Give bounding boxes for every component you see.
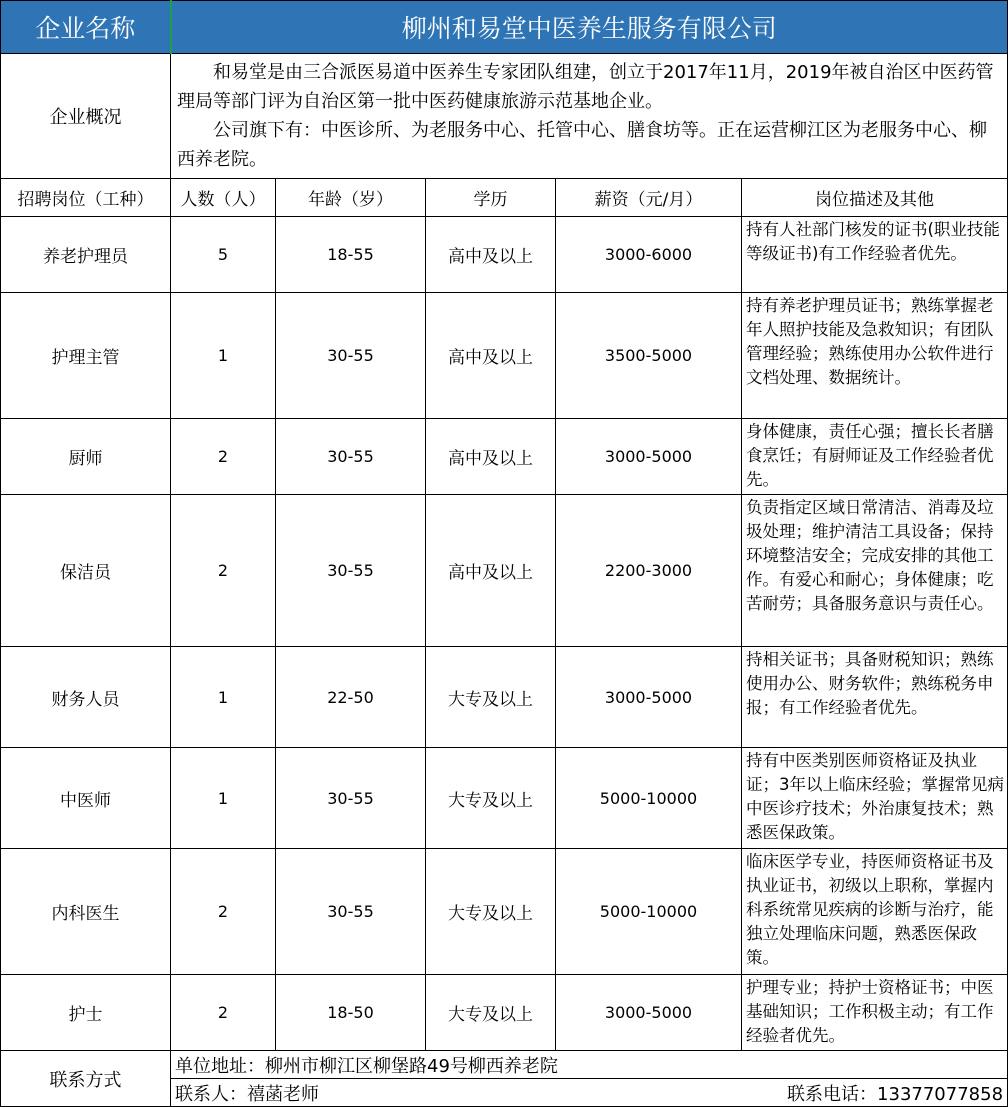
table-row <box>1 647 1008 748</box>
position-cell: 中医师 <box>1 748 171 849</box>
salary-cell: 5000-10000 <box>556 849 742 975</box>
header-row <box>1 1 1008 54</box>
education-cell: 大专及以上 <box>426 975 556 1051</box>
table-row <box>1 849 1008 975</box>
overview-text <box>171 54 1008 179</box>
position-cell: 财务人员 <box>1 647 171 748</box>
table-row <box>1 975 1008 1051</box>
contact-phone: 联系电话：13377077858 <box>787 1083 1004 1105</box>
description-cell: 持有中医类别医师资格证及执业证；3年以上临床经验；掌握常见病中医诊疗技术；外治康复技术；熟悉医保政策。 <box>742 748 1008 849</box>
age-cell: 22-50 <box>276 647 426 748</box>
contact-address: 单位地址：柳州市柳江区柳堡路49号柳西养老院 <box>171 1051 1008 1079</box>
description-cell: 护理专业；持护士资格证书；中医基础知识；工作积极主动；有工作经验者优先。 <box>742 975 1008 1051</box>
age-cell: 30-55 <box>276 293 426 419</box>
description-cell: 持有养老护理员证书；熟练掌握老年人照护技能及急救知识；有团队管理经验；熟练使用办公软件进行文档处理、数据统计。 <box>742 293 1008 419</box>
table-row <box>1 217 1008 293</box>
salary-cell: 3000-6000 <box>556 217 742 293</box>
column-header-count: 人数（人） <box>171 179 276 217</box>
description-cell: 持有人社部门核发的证书(职业技能等级证书)有工作经验者优先。 <box>742 217 1008 293</box>
table-row <box>1 748 1008 849</box>
company-name-label: 企业名称 <box>1 1 171 54</box>
column-header-education: 学历 <box>426 179 556 217</box>
column-header-age: 年龄（岁） <box>276 179 426 217</box>
education-cell: 高中及以上 <box>426 495 556 647</box>
count-cell: 1 <box>171 647 276 748</box>
age-cell: 30-55 <box>276 419 426 495</box>
count-cell: 2 <box>171 495 276 647</box>
position-cell: 护士 <box>1 975 171 1051</box>
count-cell: 2 <box>171 975 276 1051</box>
education-cell: 大专及以上 <box>426 647 556 748</box>
position-cell: 厨师 <box>1 419 171 495</box>
count-cell: 1 <box>171 748 276 849</box>
salary-cell: 2200-3000 <box>556 495 742 647</box>
education-cell: 高中及以上 <box>426 419 556 495</box>
salary-cell: 5000-10000 <box>556 748 742 849</box>
column-header-description: 岗位描述及其他 <box>742 179 1008 217</box>
contact-person-phone <box>171 1079 1008 1107</box>
company-name: 柳州和易堂中医养生服务有限公司 <box>171 1 1008 54</box>
overview-label: 企业概况 <box>1 54 171 179</box>
table-row <box>1 293 1008 419</box>
table-row <box>1 419 1008 495</box>
salary-cell: 3000-5000 <box>556 647 742 748</box>
education-cell: 高中及以上 <box>426 217 556 293</box>
overview-paragraph-2: 公司旗下有：中医诊所、为老服务中心、托管中心、膳食坊等。正在运营柳江区为老服务中心、柳西养老院。 <box>177 120 987 170</box>
overview-paragraph-1: 和易堂是由三合派医易道中医养生专家团队组建，创立于2017年11月，2019年被自治区中医药管理局等部门评为自治区第一批中医药健康旅游示范基地企业。 <box>177 62 994 112</box>
age-cell: 18-55 <box>276 217 426 293</box>
table-row <box>1 495 1008 647</box>
description-cell: 临床医学专业，持医师资格证书及执业证书，初级以上职称，掌握内科系统常见疾病的诊断与治疗，能独立处理临床问题，熟悉医保政策。 <box>742 849 1008 975</box>
description-cell: 负责指定区域日常清洁、消毒及垃圾处理；维护清洁工具设备；保持环境整洁安全；完成安排的其他工作。有爱心和耐心；身体健康；吃苦耐劳；具备服务意识与责任心。 <box>742 495 1008 647</box>
position-cell: 护理主管 <box>1 293 171 419</box>
overview-row <box>1 54 1008 179</box>
count-cell: 2 <box>171 849 276 975</box>
contact-row <box>1 1051 1008 1079</box>
salary-cell: 3500-5000 <box>556 293 742 419</box>
education-cell: 大专及以上 <box>426 748 556 849</box>
age-cell: 30-55 <box>276 748 426 849</box>
age-cell: 30-55 <box>276 495 426 647</box>
column-header-salary: 薪资（元/月） <box>556 179 742 217</box>
age-cell: 18-50 <box>276 975 426 1051</box>
salary-cell: 3000-5000 <box>556 975 742 1051</box>
position-cell: 保洁员 <box>1 495 171 647</box>
education-cell: 大专及以上 <box>426 849 556 975</box>
contact-person: 联系人：禧菡老师 <box>175 1083 319 1105</box>
position-cell: 内科医生 <box>1 849 171 975</box>
description-cell: 身体健康，责任心强；擅长长者膳食烹饪；有厨师证及工作经验者优先。 <box>742 419 1008 495</box>
education-cell: 高中及以上 <box>426 293 556 419</box>
contact-label: 联系方式 <box>1 1051 171 1107</box>
column-header-position: 招聘岗位（工种） <box>1 179 171 217</box>
count-cell: 1 <box>171 293 276 419</box>
column-header-row <box>1 179 1008 217</box>
count-cell: 2 <box>171 419 276 495</box>
age-cell: 30-55 <box>276 849 426 975</box>
position-cell: 养老护理员 <box>1 217 171 293</box>
description-cell: 持相关证书；具备财税知识；熟练使用办公、财务软件；熟练税务申报；有工作经验者优先。 <box>742 647 1008 748</box>
salary-cell: 3000-5000 <box>556 419 742 495</box>
count-cell: 5 <box>171 217 276 293</box>
